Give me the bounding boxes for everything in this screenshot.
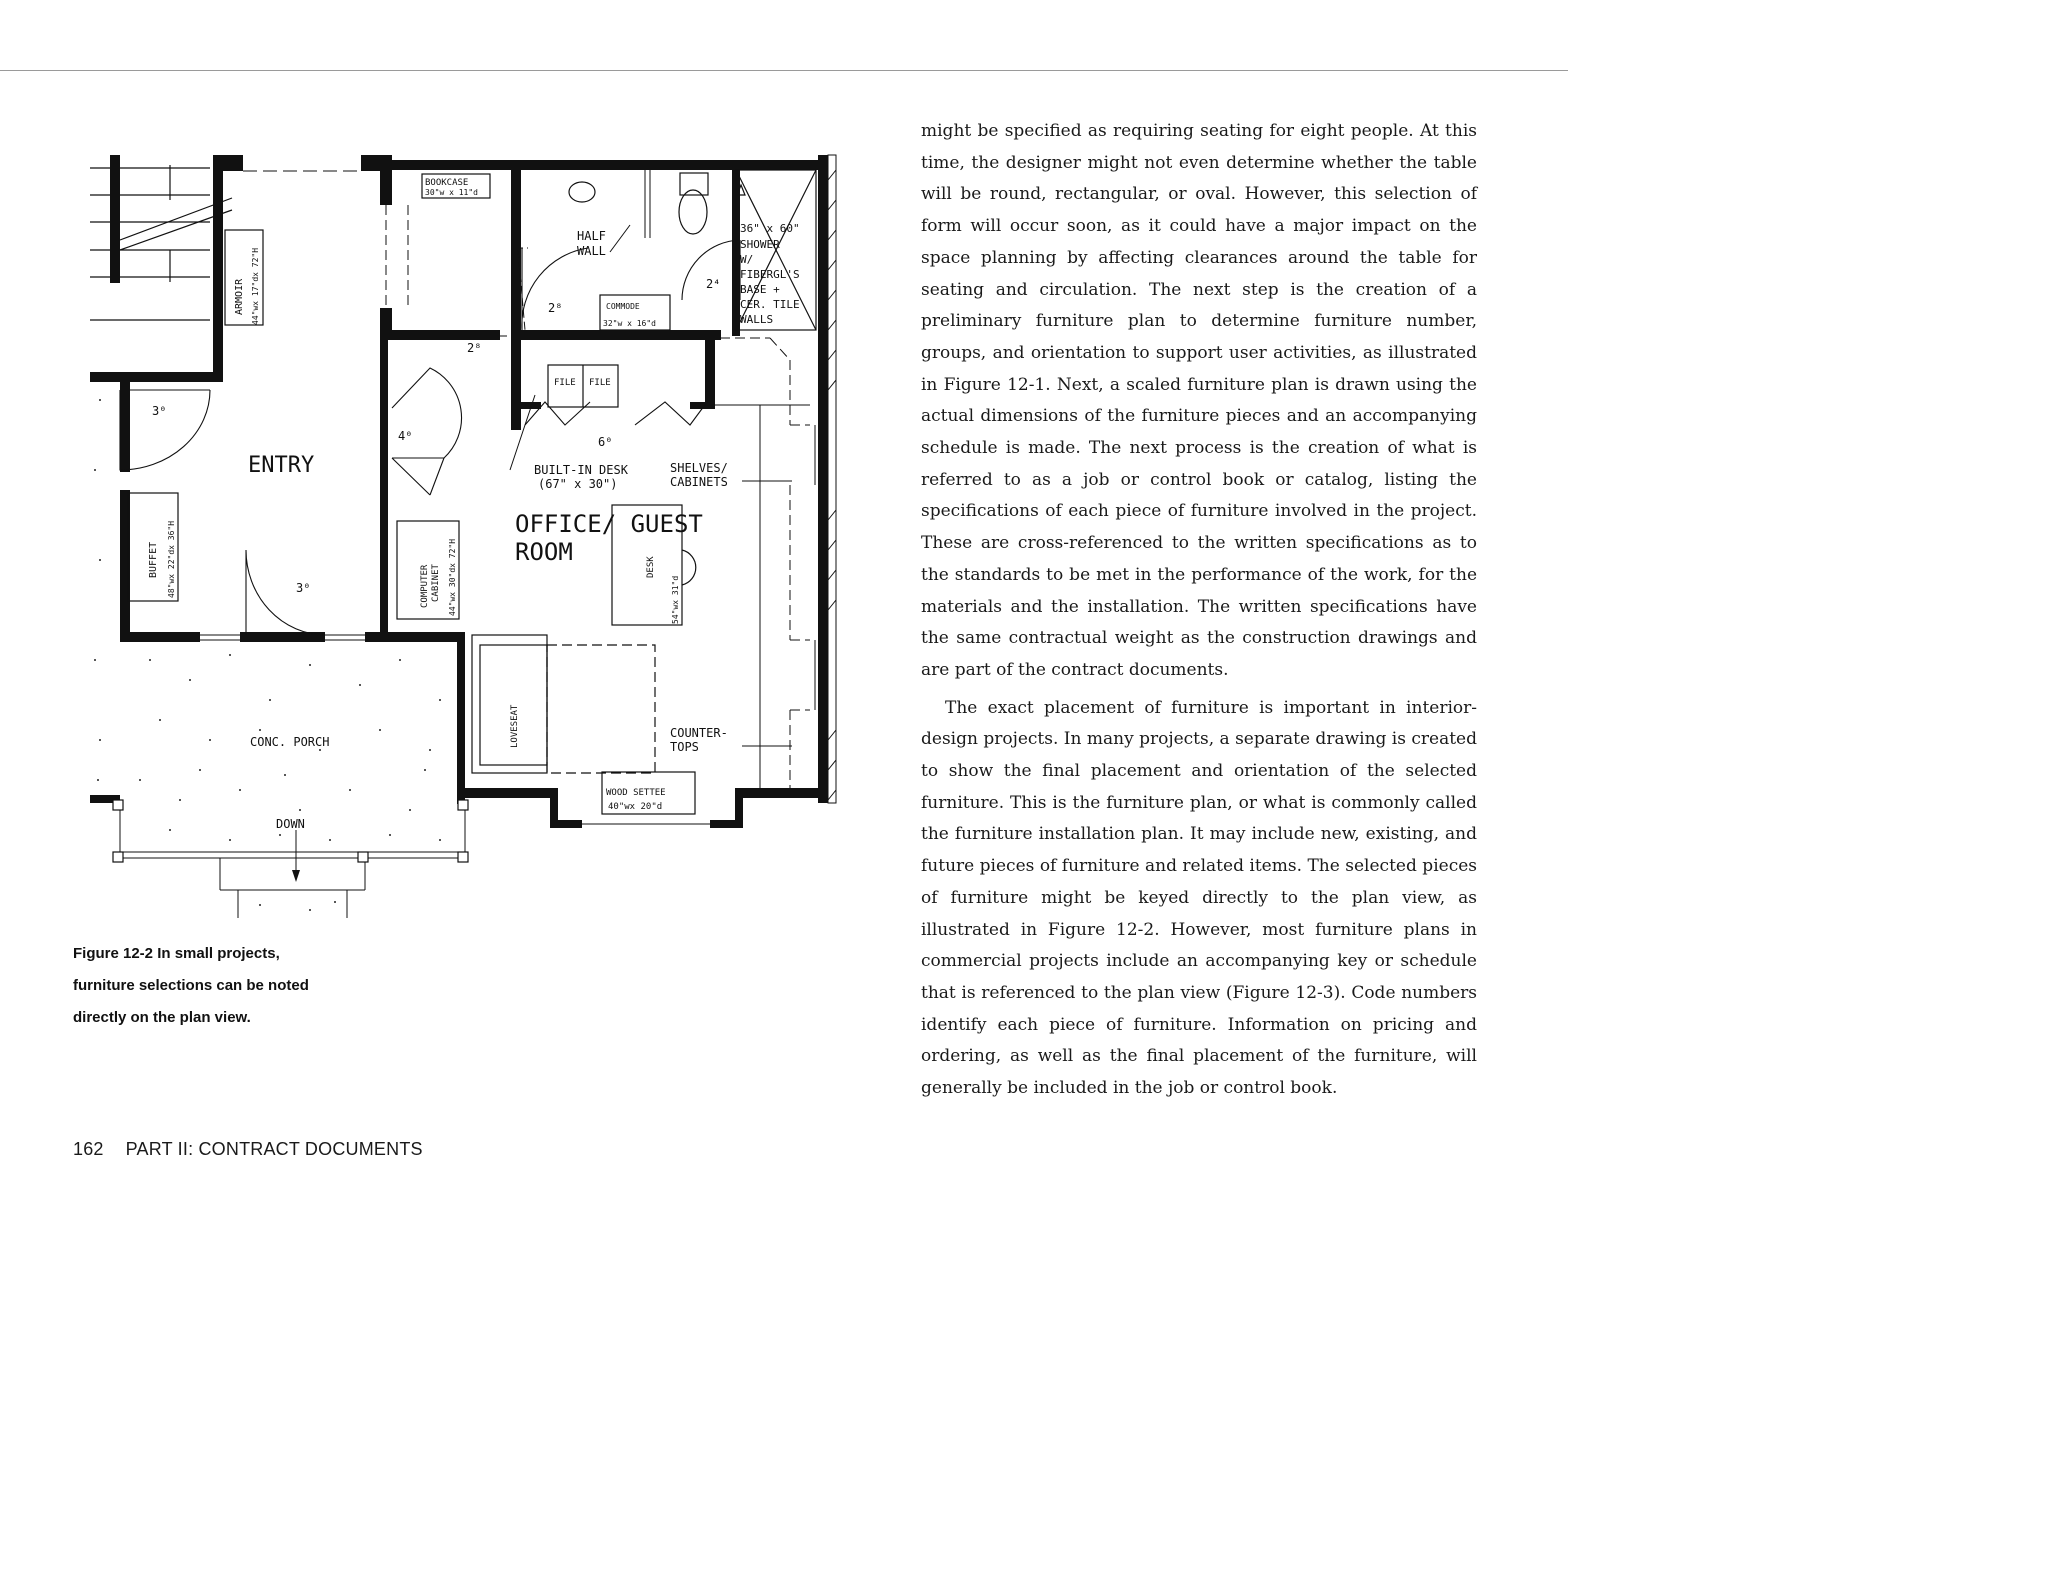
counter-label-1: COUNTER- [670,726,728,740]
desk-dim: 54"wx 31"d [671,575,680,624]
wood-settee-dim: 40"wx 20"d [608,802,663,812]
counter-label-2: TOPS [670,740,699,754]
body-paragraph-2: The exact placement of furniture is important in interior-design projects. In many projects, a separate drawing is created to show the final placement and orientation of the selected furniture. This is the furniture plan, or what is commonly called the furniture installation plan. It may include new, existing, and future pieces of furniture and related items. The selected pieces of furniture might be keyed directly to the plan view, as illustrated in Figure 12-2. However, most furniture plans in commercial projects include an accompanying key or schedule that is referenced to the plan view (Figure 12-3). Code numbers identify each piece of furniture. Information on pricing and ordering, as well as the final placement of the furniture, will generally be included in the job or control book. [921,697,1477,1099]
down-arrow-icon [292,870,300,882]
door-size-label: 2⁸ [467,341,482,355]
entry-room-label: ENTRY [248,453,315,478]
header-rule [0,70,1568,71]
cabinets-label: CABINETS [670,475,728,489]
bookcase-dim: 30"w x 11"d [425,188,478,197]
half-wall-label-1: HALF [577,229,606,243]
shower-label-3: W/ [740,253,754,266]
wood-settee-label: WOOD SETTEE [606,788,666,798]
shower-label-2: SHOWER [740,238,780,251]
builtin-desk-dim: (67" x 30") [538,477,618,491]
plan-porch-posts [113,800,468,862]
shower-label-6: CER. TILE [740,298,800,311]
page-footer [73,1139,423,1160]
bookcase-label: BOOKCASE [425,178,469,188]
door-size-label: 2⁸ [548,301,563,315]
file-label-1: FILE [554,378,576,388]
shower-label-4: FIBERGL'S [740,268,800,281]
plan-exterior-hatch [828,155,836,803]
body-text [921,116,1477,1105]
page-number: 162 [73,1139,104,1159]
figure-caption: Figure 12-2 In small projects, furniture selections can be noted directly on the plan view. [73,945,309,1026]
office-room-label-2: ROOM [515,538,573,566]
commode-dim: 32"w x 16"d [603,319,656,328]
shower-label-1: 36" x 60" [740,222,800,235]
plan-furniture [128,170,816,814]
door-size-label: 4⁰ [398,429,413,443]
door-size-label: 3⁰ [296,581,311,595]
shelves-label: SHELVES/ [670,461,728,475]
door-size-label: 2⁴ [706,277,721,291]
builtin-desk-label: BUILT-IN DESK [534,463,628,477]
door-size-label: 6⁰ [598,435,613,449]
conc-porch-label: CONC. PORCH [250,735,330,749]
shower-label-5: BASE + [740,283,780,296]
commode-label: COMMODE [606,302,640,311]
armoir-dim: 44"wx 17"dx 72"H [251,247,260,325]
down-label: DOWN [276,817,305,831]
loveseat-label: LOVESEAT [510,704,520,748]
buffet-label: BUFFET [148,541,159,578]
buffet-dim: 48"wx 22"dx 36"H [167,520,176,598]
computer-cabinet-dim: 44"wx 30"dx 72"H [448,538,457,616]
office-room-label-1: OFFICE/ GUEST [515,510,703,538]
armoir-label: ARMOIR [234,278,245,315]
half-wall-label-2: WALL [577,244,606,258]
shower-label-7: WALLS [740,313,774,326]
door-size-label: 3⁰ [152,404,167,418]
floor-plan-figure [70,140,840,930]
section-title: PART II: CONTRACT DOCUMENTS [125,1139,423,1159]
body-paragraph-1: might be specified as requiring seating for eight people. At this time, the designer might not even determine whether the table will be round, rectangular, or oval. However, this selection of form will occur soon, as it could have a major impact on the space planning by affecting clearances around the table for seating and circulation. The next step is the creation of a preliminary furniture plan to determine furniture number, groups, and orientation to support user activities, as illustrated in Figure 12-1. Next, a scaled furniture plan is drawn using the actual dimensions of the furniture pieces and an accompanying schedule is made. The next process is the creation of what is referred to as a job or control book or catalog, listing the specifications of each piece of furniture involved in the project. These are cross-referenced to the written specifications as to the standards to be met in the performance of the work, for the materials and the installation. The written specifications have the same contractual weight as the construction drawings and are part of the contract documents. [921,121,1477,680]
computer-cabinet-label-2: CABINET [431,564,441,602]
desk-label: DESK [646,556,656,578]
computer-cabinet-label-1: COMPUTER [420,564,430,608]
file-label-2: FILE [589,378,611,388]
